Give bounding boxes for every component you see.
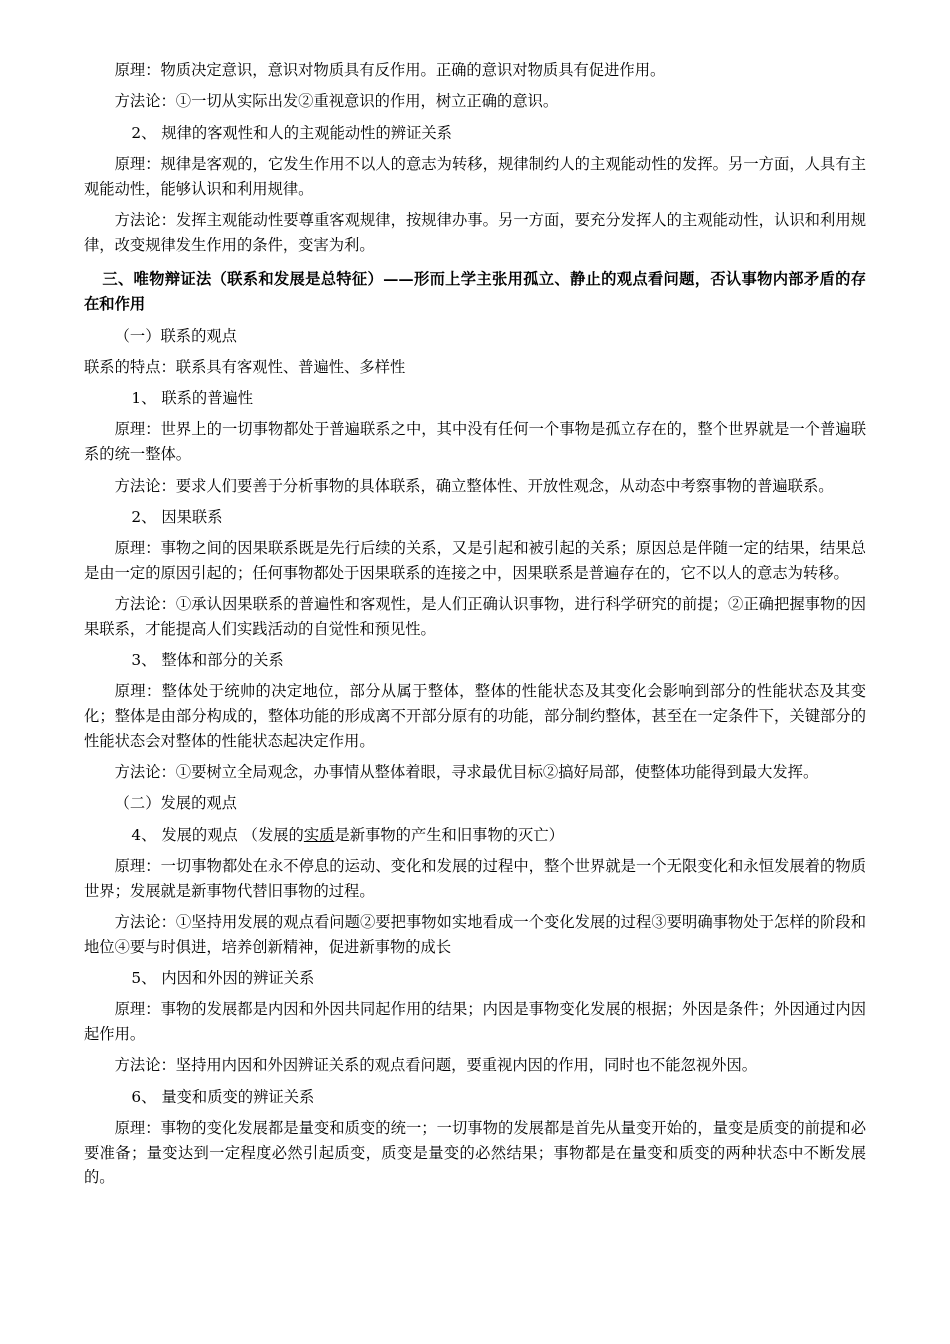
paragraph: （二）发展的观点 (114, 794, 237, 813)
paragraph: 方法论：①坚持用发展的观点看问题②要把事物如实地看成一个变化发展的过程③要明确事物处于怎样的阶段和地位④要与时俱进，培养创新精神，促进新事物的成长 (84, 912, 866, 956)
section-heading: 三、唯物辩证法（联系和发展是总特征）——形而上学主张用孤立、静止的观点看问题，否认事物内部矛盾的存在和作用 (84, 270, 866, 313)
paragraph: 原理：一切事物都处在永不停息的运动、变化和发展的过程中，整个世界就是一个无限变化和永恒发展着的物质世界；发展就是新事物代替旧事物的过程。 (84, 856, 866, 900)
paragraph: 原理：事物的变化发展都是量变和质变的统一；一切事物的发展都是首先从量变开始的，量变是质变的前提和必要准备；量变达到一定程度必然引起质变，质变是量变的必然结果；事物都是在量变和质变的两种状态中不断发展的。 (84, 1118, 866, 1187)
paragraph: 方法论：要求人们要善于分析事物的具体联系，确立整体性、开放性观念，从动态中考察事物的普遍联系。 (114, 476, 834, 495)
paragraph: 1、 联系的普遍性 (131, 389, 254, 408)
paragraph: 2、 因果联系 (131, 507, 223, 526)
underlined-term: 实质 (303, 825, 335, 844)
paragraph: 2、 规律的客观性和人的主观能动性的辨证关系 (131, 123, 452, 142)
paragraph: 方法论：①一切从实际出发②重视意识的作用，树立正确的意识。 (114, 92, 559, 111)
paragraph: 4、 发展的观点 （发展的实质是新事物的产生和旧事物的灭亡） (131, 825, 564, 844)
paragraph: 原理：整体处于统帅的决定地位，部分从属于整体，整体的性能状态及其变化会影响到部分的性能状态及其变化；整体是由部分构成的，整体功能的形成离不开部分原有的功能，部分制约整体，甚至在一定条件下，关键部分的性能状态会对整体的性能状态起决定作用。 (84, 682, 866, 750)
paragraph: 5、 内因和外因的辨证关系 (131, 969, 315, 988)
paragraph: 方法论：①要树立全局观念，办事情从整体着眼，寻求最优目标②搞好局部，使整体功能得到最大发挥。 (114, 763, 819, 782)
paragraph: （一）联系的观点 (114, 326, 237, 345)
paragraph: 原理：物质决定意识，意识对物质具有反作用。正确的意识对物质具有促进作用。 (114, 61, 666, 79)
paragraph: 6、 量变和质变的辨证关系 (131, 1087, 315, 1106)
paragraph: 3、 整体和部分的关系 (131, 651, 284, 670)
paragraph: 原理：规律是客观的，它发生作用不以人的意志为转移，规律制约人的主观能动性的发挥。另一方面，人具有主观能动性，能够认识和利用规律。 (84, 154, 866, 198)
paragraph: 方法论：发挥主观能动性要尊重客观规律，按规律办事。另一方面，要充分发挥人的主观能动性，认识和利用规律，改变规律发生作用的条件，变害为利。 (84, 210, 866, 254)
paragraph: 原理：事物之间的因果联系既是先行后续的关系，又是引起和被引起的关系；原因总是伴随一定的结果，结果总是由一定的原因引起的；任何事物都处于因果联系的连接之中，因果联系是普遍存在的，它不以人的意志为转移。 (84, 539, 866, 582)
document-body (84, 58, 866, 1190)
paragraph: 原理：世界上的一切事物都处于普遍联系之中，其中没有任何一个事物是孤立存在的，整个世界就是一个普遍联系的统一整体。 (84, 420, 866, 464)
paragraph: 原理：事物的发展都是内因和外因共同起作用的结果；内因是事物变化发展的根据；外因是条件；外因通过内因起作用。 (84, 1000, 866, 1044)
paragraph: 方法论：①承认因果联系的普遍性和客观性，是人们正确认识事物，进行科学研究的前提；②正确把握事物的因果联系，才能提高人们实践活动的自觉性和预见性。 (84, 595, 866, 638)
paragraph: 方法论：坚持用内因和外因辨证关系的观点看问题，要重视内因的作用，同时也不能忽视外因。 (114, 1056, 758, 1075)
paragraph: 联系的特点：联系具有客观性、普遍性、多样性 (84, 357, 406, 376)
